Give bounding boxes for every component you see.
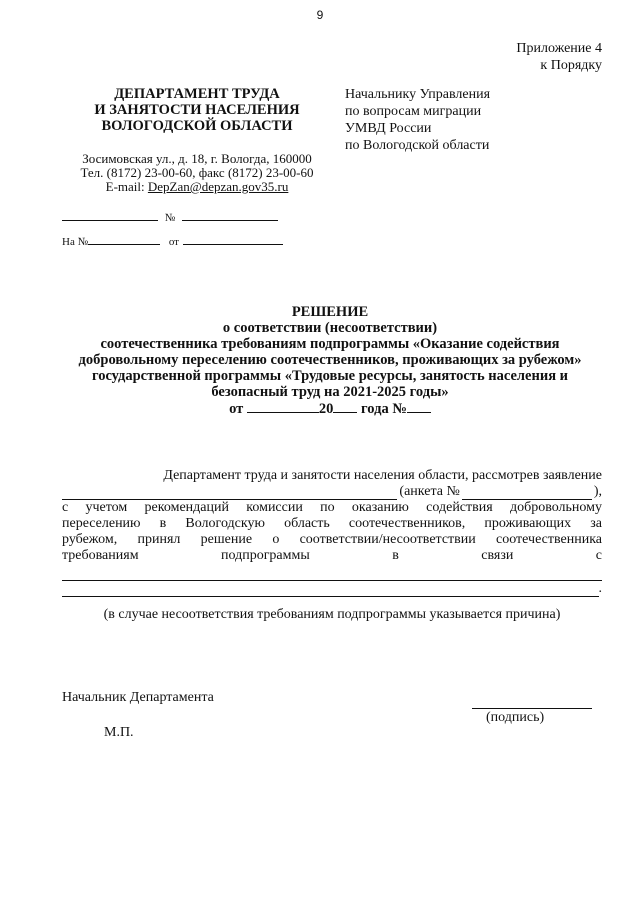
email-link[interactable]: DepZan@depzan.gov35.ru	[147, 179, 289, 194]
appendix-label	[516, 40, 602, 74]
appendix-line2: к Порядку	[540, 58, 602, 73]
decision-line5: безопасный труд на 2021-2025 годы»	[211, 384, 449, 400]
date-suffix: года №	[361, 401, 407, 417]
body-line6	[62, 548, 602, 564]
registration-number-row	[62, 210, 278, 224]
chief-title: Начальник Департамента	[62, 690, 214, 705]
anketa-number-blank	[462, 487, 592, 500]
number-sign: №	[164, 212, 176, 224]
decision-date-line	[40, 400, 620, 417]
department-line1: ДЕПАРТАМЕНТ ТРУДА	[114, 86, 280, 102]
reply-to-label: На №	[62, 236, 89, 248]
department-line2: И ЗАНЯТОСТИ НАСЕЛЕНИЯ	[94, 102, 300, 118]
department-line3: ВОЛОГОДСКОЙ ОБЛАСТИ	[101, 118, 293, 134]
reply-reference-row	[62, 234, 283, 248]
body-word-4: связи	[481, 548, 514, 563]
stamp-place: М.П.	[104, 725, 134, 740]
signature-line	[472, 708, 592, 709]
decision-body	[62, 468, 602, 597]
body-word-5: с	[595, 548, 602, 563]
department-address: Зосимовская ул., д. 18, г. Вологда, 160000	[82, 151, 312, 166]
email-label: E-mail:	[105, 179, 148, 194]
decision-line4: государственной программы «Трудовые ресурсы, занятость населения и	[91, 368, 569, 384]
decision-number-blank	[407, 400, 431, 413]
reason-blank-line2	[62, 582, 599, 597]
reason-row2	[62, 581, 602, 597]
addressee-line3: УМВД России	[345, 121, 432, 136]
department-contacts	[62, 152, 332, 194]
page-number: 9	[316, 8, 324, 22]
decision-heading	[40, 304, 620, 417]
year-prefix: 20	[318, 401, 334, 417]
body-line5: рубежом, принял решение о соответствии/несоответствии соотечественника	[62, 532, 602, 547]
addressee-line2: по вопросам миграции	[345, 104, 482, 119]
decision-line1: о соответствии (несоответствии)	[222, 320, 438, 336]
body-line2	[62, 484, 602, 500]
outgoing-number-blank	[182, 210, 278, 221]
appendix-line1: Приложение 4	[516, 41, 602, 56]
signature-caption: (подпись)	[486, 710, 545, 725]
addressee-line1: Начальнику Управления	[345, 87, 491, 102]
body-word-2: подпрограммы	[220, 548, 310, 563]
decision-line3: добровольному переселению соотечественников, проживающих за рубежом»	[78, 352, 582, 368]
body-word-1: требованиям	[62, 548, 139, 563]
body-word-3: в	[392, 548, 399, 563]
body-line3: с учетом рекомендаций комиссии по оказанию содействия добровольному	[62, 500, 602, 515]
anketa-label: (анкета №	[399, 484, 460, 499]
department-header	[62, 86, 332, 134]
anketa-close: ),	[593, 484, 602, 499]
reply-from-label: от	[168, 236, 179, 248]
year-blank	[333, 400, 357, 413]
addressee-block	[345, 86, 490, 154]
body-line4: переселению в Вологодскую область соотечественников, проживающих за	[62, 516, 602, 531]
decision-title: РЕШЕНИЕ	[291, 304, 369, 320]
reason-blank-line1	[62, 564, 602, 581]
date-prefix: от	[229, 401, 244, 417]
addressee-line4: по Вологодской области	[345, 138, 490, 153]
body-line1: Департамент труда и занятости населения области, рассмотрев заявление	[163, 468, 602, 483]
reason-note: (в случае несоответствия требованиям подпрограммы указывается причина)	[103, 607, 561, 622]
department-email-row	[62, 180, 332, 194]
reason-period: .	[598, 581, 602, 596]
applicant-name-blank	[62, 487, 397, 500]
reply-date-blank	[183, 234, 283, 245]
decision-line2: соотечественника требованиям подпрограммы «Оказание содействия	[100, 336, 560, 352]
reply-number-blank	[88, 234, 160, 245]
date-blank	[247, 400, 319, 413]
department-phone: Тел. (8172) 23-00-60, факс (8172) 23-00-60	[80, 165, 314, 180]
outgoing-date-blank	[62, 210, 158, 221]
